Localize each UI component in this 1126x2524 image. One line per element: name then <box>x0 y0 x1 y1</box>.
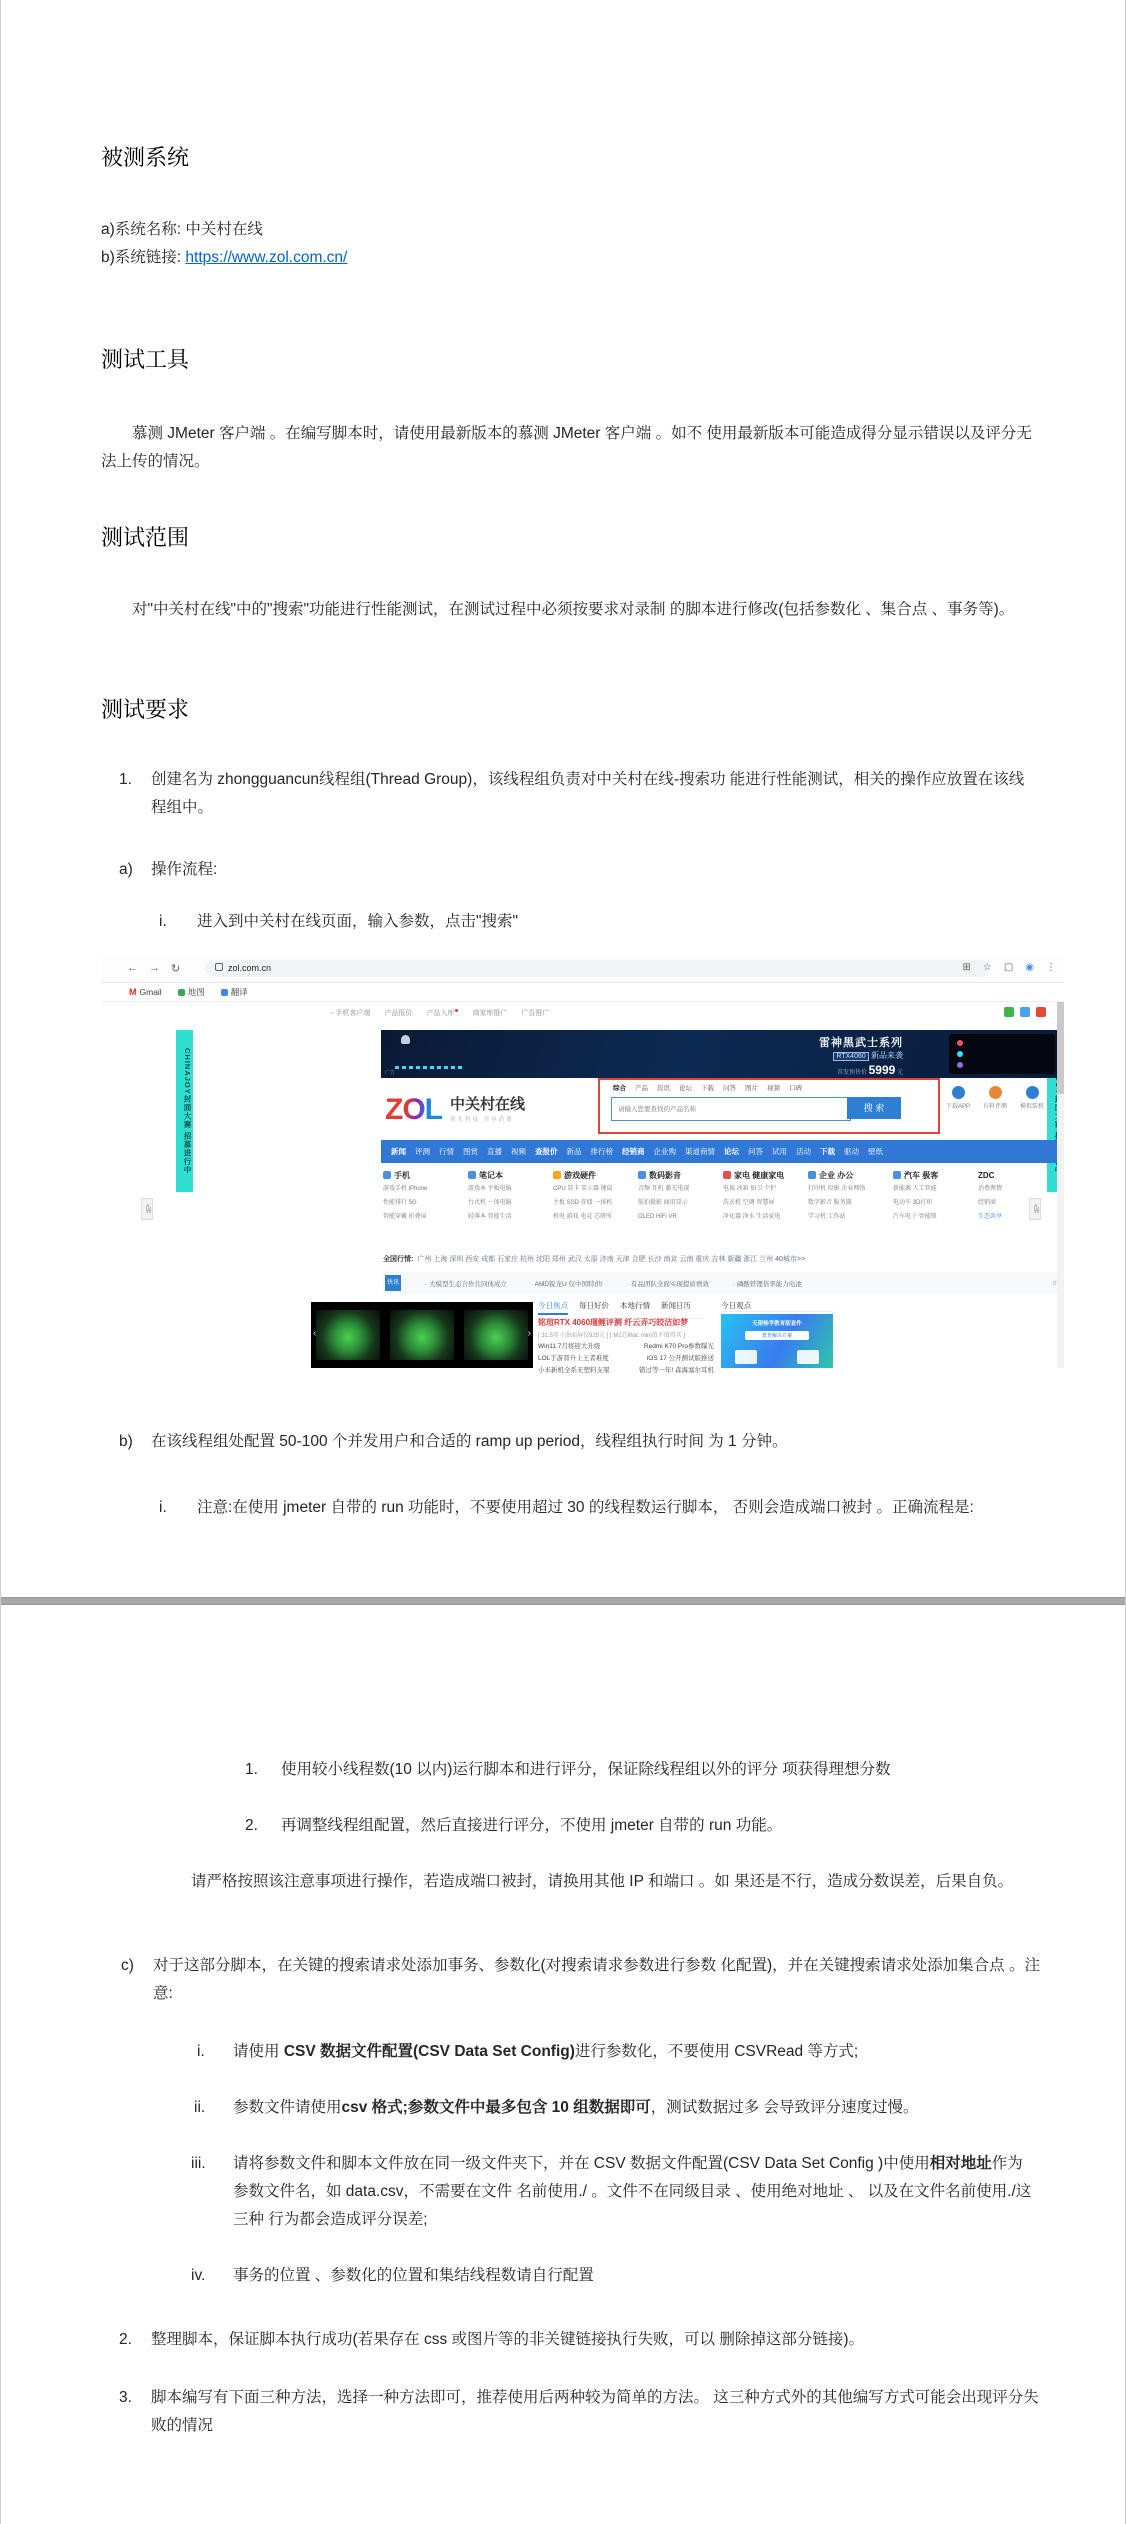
browser-viewport <box>101 1002 1064 1374</box>
requirement-2-text: 整理脚本，保证脚本执行成功(若果存在 css 或图片等的非关键链接执行失败，可以 删除掉这部分链接)。 <box>151 2331 864 2348</box>
category-icon <box>638 1171 646 1179</box>
header-side-links <box>946 1086 1044 1110</box>
search-button[interactable]: 搜 索 <box>847 1097 901 1119</box>
search-input[interactable] <box>611 1097 851 1121</box>
list-number: 3. <box>119 2389 132 2406</box>
site-topnav <box>331 1008 549 1018</box>
list-letter: b) <box>119 1433 133 1450</box>
nav-link[interactable]: 驱动 <box>844 1147 859 1156</box>
list-number: 2. <box>119 2331 132 2348</box>
category-links[interactable]: 性能排行 5G <box>383 1200 417 1206</box>
heading-test-tool: 测试工具 <box>101 347 190 372</box>
scrollbar-thumb[interactable] <box>1057 1002 1064 1094</box>
news-link-row <box>538 1365 714 1377</box>
category-column <box>808 1168 893 1224</box>
nav-link[interactable]: 试用 <box>772 1147 787 1156</box>
city-row-label: 全国行情: <box>383 1256 414 1263</box>
promo-card <box>735 1350 757 1364</box>
download-app-icon <box>952 1086 965 1099</box>
nav-link[interactable]: 企业购 <box>653 1147 676 1156</box>
nav-link[interactable]: 评测 <box>415 1147 430 1156</box>
category-links[interactable]: 智能穿戴 折叠屏 <box>383 1214 427 1220</box>
nav-link[interactable]: 新闻 <box>391 1147 406 1156</box>
category-column <box>468 1168 553 1224</box>
category-icon <box>383 1171 391 1179</box>
expand-widget-right[interactable]: «展 <box>1029 1198 1041 1220</box>
star-icon[interactable]: ☆ <box>982 962 992 973</box>
category-column <box>383 1168 468 1224</box>
app-icon-green[interactable] <box>1004 1007 1014 1017</box>
category-links[interactable]: OLED HiFi VR <box>638 1214 677 1220</box>
nav-link[interactable]: 视频 <box>511 1147 526 1156</box>
category-links[interactable]: 数字影音 服务器 <box>808 1200 852 1206</box>
system-link-line <box>101 244 347 272</box>
banner-subtitle: RTX4060 新品来袭 <box>833 1050 903 1061</box>
banner-price: 首发预售价 5999 元 <box>836 1063 903 1077</box>
carousel-photo <box>316 1310 380 1360</box>
list-number: 2. <box>245 1817 258 1834</box>
ticker-item[interactable]: · 大模型生态合作共同体成立 <box>425 1279 507 1288</box>
category-title[interactable]: 手机 <box>383 1168 468 1182</box>
nav-link[interactable]: 问答 <box>748 1147 763 1156</box>
site-name: 中关村在线 <box>450 1096 526 1113</box>
list-roman: i. <box>159 1499 167 1516</box>
promo-card <box>797 1350 819 1364</box>
ticker-item[interactable]: · 磷酸铁锂倍率能力电池 <box>733 1279 802 1288</box>
opinion-promo-image[interactable] <box>721 1314 833 1368</box>
search-tab[interactable]: 综合 <box>613 1085 626 1092</box>
bookmark-gmail[interactable]: M Gmail <box>129 987 162 997</box>
system-name-line: a)系统名称: 中关村在线 <box>101 221 263 238</box>
extension-icon[interactable]: ⊞ <box>962 962 971 973</box>
browser-toolbar <box>101 956 1064 983</box>
news-tab-deals[interactable]: 每日好价 <box>579 1301 609 1310</box>
category-links[interactable]: 主板 SSD 存储 一体机 <box>553 1200 613 1206</box>
nav-link[interactable]: 渠道商情 <box>685 1147 715 1156</box>
category-column <box>638 1168 723 1224</box>
category-column <box>978 1168 1063 1224</box>
requirement-1b-i-text: 注意:在使用 jmeter 自带的 run 功能时，不要使用超过 30 的线程数运行脚本， 否则会造成端口被封 。正确流程是: <box>197 1499 974 1516</box>
requirement-3-text: 脚本编写有下面三种方法，选择一种方法即可，推荐使用后两种较为简单的方法。 这三种方式外的其他编写方式可能会出现评分失败的情况 <box>151 2389 1039 2434</box>
heading-test-requirements: 测试要求 <box>101 697 190 722</box>
search-tab[interactable]: 图片 <box>745 1085 758 1092</box>
nav-link[interactable]: 活动 <box>796 1147 811 1156</box>
news-link[interactable]: iOS 17 公开测试版推送 <box>646 1355 714 1362</box>
category-title[interactable]: 数码影音 <box>638 1168 723 1182</box>
requirement-1c-i-text: 请使用 CSV 数据文件配置(CSV Data Set Config)进行参数化，不要使用 CSVRead 等方式; <box>233 2043 859 2060</box>
photo-carousel[interactable] <box>311 1302 533 1368</box>
nav-link[interactable]: 查报价 <box>535 1147 558 1156</box>
category-links[interactable]: 打印机 投影 企业网络 <box>808 1186 866 1192</box>
category-title[interactable]: 家电 健康家电 <box>723 1168 808 1182</box>
news-link-row <box>538 1341 714 1353</box>
category-grid <box>383 1168 1063 1224</box>
category-icon <box>468 1171 476 1179</box>
topnav-link[interactable]: ▫ 手机客户端 <box>331 1008 370 1018</box>
nav-link[interactable]: 壁纸 <box>868 1147 883 1156</box>
list-number: 1. <box>119 771 132 788</box>
test-tool-paragraph: 慕测 JMeter 客户端 。在编写脚本时，请使用最新版本的慕测 JMeter 客户端 。如不 使用最新版本可能造成得分显示错误以及评分无法上传的情况。 <box>101 425 1032 470</box>
requirement-1b-text: 在该线程组处配置 50-100 个并发用户和合适的 ramp up period，线程组执行时间 为 1 分钟。 <box>151 1433 788 1450</box>
nav-link[interactable]: 下载 <box>820 1147 835 1156</box>
ticker-badge: 快讯 <box>385 1275 401 1291</box>
note-step-2-text: 再调整线程组配置，然后直接进行评分，不使用 jmeter 自带的 run 功能。 <box>281 1817 783 1834</box>
nav-link[interactable]: 新品 <box>566 1147 582 1156</box>
category-icon <box>723 1171 731 1179</box>
banner-title: 雷神黑武士系列 <box>819 1037 903 1049</box>
carousel-photo <box>390 1310 454 1360</box>
search-tab[interactable]: 视频 <box>767 1085 780 1092</box>
carousel-prev-icon[interactable]: ‹ <box>313 1328 317 1339</box>
category-links[interactable]: 新能源 人工智能 <box>893 1186 937 1192</box>
nav-link[interactable]: 图赏 <box>463 1147 478 1156</box>
note-step-1-text: 使用较小线程数(10 以内)运行脚本和进行评分，保证除线程组以外的评分 项获得理想分数 <box>281 1761 891 1778</box>
list-roman: iv. <box>191 2267 206 2284</box>
promo-line1: 无限畅学教育版套件 <box>752 1321 802 1327</box>
review-link[interactable]: 有料评测 <box>983 1086 1007 1110</box>
list-roman: iii. <box>191 2155 206 2172</box>
download-app-link[interactable]: 下载APP <box>946 1086 970 1110</box>
bookmark-maps[interactable]: 地图 <box>178 986 205 998</box>
category-icon <box>808 1171 816 1179</box>
system-link[interactable]: https://www.zol.com.cn/ <box>185 249 348 266</box>
gmail-icon: M <box>129 987 137 997</box>
category-links[interactable]: 航拍摄影 商用显示 <box>638 1200 688 1206</box>
browser-actions <box>962 962 1056 973</box>
category-links[interactable]: 台式机 一体电脑 <box>468 1200 512 1206</box>
sidepanel-icon[interactable]: ▢ <box>1003 962 1014 973</box>
pc-builder-icon <box>1026 1086 1039 1099</box>
requirement-1c-ii-text: 参数文件请使用csv 格式;参数文件中最多包含 10 组数据即可，测试数据过多 会导致评分速度过慢。 <box>233 2099 919 2116</box>
category-links[interactable]: 电视 冰箱 厨卫 个护 <box>723 1186 777 1192</box>
topnav-link[interactable]: 产品入库 <box>426 1008 458 1018</box>
news-link-row <box>538 1353 714 1365</box>
category-links[interactable]: 洗衣机 空调 智慧屏 <box>723 1200 775 1206</box>
page-break <box>1 1597 1125 1605</box>
side-banner-left[interactable]: CHINAJOY封面大赛 招募进行中 <box>176 1030 193 1192</box>
news-tab-calendar[interactable]: 新闻日历 <box>661 1301 691 1310</box>
test-scope-paragraph: 对"中关村在线"中的"搜索"功能进行性能测试，在测试过程中必须按要求对录制 的脚本进行修改(包括参数化 、集合点 、事务等)。 <box>132 601 1015 618</box>
topnav-link[interactable]: 产品报价 <box>384 1010 413 1017</box>
requirement-1-text: 创建名为 zhongguancun线程组(Thread Group)，该线程组负责对中关村在线-搜索功 能进行性能测试，相关的操作应放置在该线程组中。 <box>151 771 1025 816</box>
decor-dashes <box>395 1066 465 1069</box>
category-title[interactable]: 游戏硬件 <box>553 1168 638 1182</box>
category-links[interactable]: 机电 游戏 电竞 芯研所 <box>553 1214 613 1220</box>
nav-link[interactable]: 论坛 <box>724 1147 739 1156</box>
forward-icon[interactable]: → <box>149 962 160 974</box>
category-links[interactable]: 游戏本 平板电脑 <box>468 1186 512 1192</box>
category-links[interactable]: 轻薄本 智能生活 <box>468 1214 512 1220</box>
pc-builder-link[interactable]: 模拟装机 <box>1020 1086 1044 1110</box>
list-roman: ii. <box>194 2099 206 2116</box>
category-links[interactable]: 游戏手机 iPhone <box>383 1186 428 1192</box>
category-links[interactable]: 汽车电子 智能锁 <box>893 1214 937 1220</box>
topnav-link[interactable]: 商家库推广 <box>472 1010 508 1017</box>
nav-link[interactable]: 直播 <box>487 1147 502 1156</box>
ticker-item[interactable]: · 有品团队全面实现提质增效 <box>627 1279 709 1288</box>
list-letter: c) <box>121 1957 134 1974</box>
lock-icon <box>215 963 223 971</box>
search-tab[interactable]: 问答 <box>723 1085 736 1092</box>
opinion-tab[interactable]: 今日观点 <box>721 1300 751 1316</box>
news-link[interactable]: 错过等一年! 森海塞尔耳机 <box>638 1367 714 1374</box>
heading-test-scope: 测试范围 <box>101 525 190 550</box>
nav-link[interactable]: 经销商 <box>622 1147 645 1156</box>
news-link[interactable]: 小米新机全系无塑料支架 <box>538 1367 610 1374</box>
category-column <box>723 1168 808 1224</box>
news-tab-local[interactable]: 本地行情 <box>620 1301 650 1310</box>
gpu-chip: RTX4060 <box>833 1052 868 1061</box>
heading-system-under-test: 被测系统 <box>101 145 190 170</box>
city-list[interactable]: 广州 上海 深圳 西安 成都 石家庄 杭州 沈阳 郑州 武汉 太原 济南 天津 合肥 长沙 南京 云南 重庆 吉林 新疆 浙江 兰州 40城市>> <box>417 1256 806 1263</box>
news-headline[interactable]: 铭瑄RTX 4060瑾鲤评测 纤云弄巧皎洁如梦 <box>538 1318 689 1327</box>
app-icon-blue[interactable] <box>1020 1007 1030 1017</box>
topnav-link[interactable]: 广告推广 <box>521 1010 550 1017</box>
category-title[interactable]: 汽车 极客 <box>893 1168 978 1182</box>
news-link[interactable]: Redmi K70 Pro参数曝光 <box>643 1343 714 1350</box>
app-icon-red[interactable] <box>1036 1007 1046 1017</box>
page-scrollbar[interactable] <box>1057 1002 1064 1368</box>
nav-link[interactable]: 行情 <box>439 1147 454 1156</box>
category-links[interactable]: 音频 耳机 激光电视 <box>638 1186 690 1192</box>
ad-label: 广告 <box>385 1070 396 1076</box>
list-roman: i. <box>159 913 167 930</box>
category-column <box>893 1168 978 1224</box>
main-nav-bar <box>381 1140 1063 1163</box>
warning-paragraph: 请严格按照该注意事项进行操作，若造成端口被封，请换用其他 IP 和端口 。如 果还是不行，造成分数误差，后果自负。 <box>191 1873 1014 1890</box>
category-column <box>553 1168 638 1224</box>
nav-link[interactable]: 排行榜 <box>590 1147 613 1156</box>
city-price-row <box>383 1254 805 1264</box>
search-tab[interactable]: 下载 <box>701 1085 714 1092</box>
maps-icon <box>178 989 185 996</box>
search-tab[interactable]: 论坛 <box>679 1085 692 1092</box>
pc-case-image <box>949 1034 1055 1074</box>
review-icon <box>989 1086 1002 1099</box>
url-text: zol.com.cn <box>228 963 272 973</box>
zol-logo-text: ZOL <box>385 1093 442 1126</box>
back-icon[interactable]: ← <box>127 962 138 974</box>
news-ticker <box>383 1272 1063 1294</box>
category-links[interactable]: 生态共享 <box>978 1214 1003 1220</box>
category-links[interactable]: 经销商 <box>978 1200 997 1206</box>
opinion-divider <box>721 1311 833 1312</box>
zol-logo[interactable] <box>385 1095 525 1125</box>
category-links[interactable]: 电动车 3D打印 <box>893 1200 933 1206</box>
promo-line2: 教育解决方案 <box>745 1331 809 1340</box>
category-icon <box>553 1171 561 1179</box>
list-number: 1. <box>245 1761 258 1778</box>
requirement-1c-iii-text: 请将参数文件和脚本文件放在同一级文件夹下，并在 CSV 数据文件配置(CSV Data Set Config )中使用相对地址作为参数文件名，如 data.csv，不需要在文件 名前使用./ 。文件不在同级目录 、使用绝对地址 、 以及在文件名前使用./这三种 行为都会造成评分误差; <box>233 2155 1032 2228</box>
news-link[interactable]: LOL手游晋升上王者难度 <box>538 1355 609 1362</box>
reload-icon[interactable]: ↻ <box>171 963 181 975</box>
bookmarks-bar <box>101 983 1064 1002</box>
expand-widget-left[interactable]: «展 <box>141 1198 153 1220</box>
category-title[interactable]: ZDC <box>978 1170 995 1180</box>
ticker-arrows-icon[interactable]: ⇵ <box>1051 1280 1057 1287</box>
embedded-screenshot <box>101 956 1064 1374</box>
category-title[interactable]: 笔记本 <box>468 1168 553 1182</box>
requirement-1c-text: 对于这部分脚本，在关键的搜索请求处添加事务、参数化(对搜索请求参数进行参数 化配置)，并在关键搜索请求处添加集合点 。注意: <box>153 1957 1040 2002</box>
site-slogan: 领先科技 引导消费 <box>450 1117 514 1123</box>
ticker-item[interactable]: · AMD锐龙U 仅中国特供! <box>531 1279 603 1288</box>
category-links[interactable]: 消费舆情 <box>978 1186 1003 1192</box>
requirement-1a-text: 操作流程: <box>151 861 218 878</box>
search-tab[interactable]: 产品 <box>635 1085 648 1092</box>
category-title[interactable]: 企业 办公 <box>808 1168 893 1182</box>
news-tab-focus[interactable]: 今日焦点 <box>538 1300 568 1315</box>
news-links <box>538 1341 714 1377</box>
requirement-1c-iv-text: 事务的位置 、参数化的位置和集结线程数请自行配置 <box>233 2267 594 2284</box>
category-links[interactable]: 净化器 净水 生活家电 <box>723 1214 781 1220</box>
category-icon <box>893 1171 901 1179</box>
bookmark-translate[interactable]: 翻译 <box>221 986 248 998</box>
news-subheadline[interactable]: [ 31.5英寸曲面屏仅929元 ] [ M2芯Mac mini值不值得买 ] <box>538 1333 686 1339</box>
category-links[interactable]: 学习机 工作站 <box>808 1214 846 1220</box>
carousel-next-icon[interactable]: › <box>527 1328 531 1339</box>
translate-icon <box>221 989 228 996</box>
system-link-label: b)系统链接: <box>101 249 186 266</box>
search-tab[interactable]: 资讯 <box>657 1085 670 1092</box>
brand-logo-icon <box>401 1035 410 1044</box>
search-tabs <box>613 1083 802 1092</box>
hero-ad-banner[interactable] <box>381 1030 1063 1078</box>
search-tab[interactable]: 口碑 <box>789 1085 802 1092</box>
requirement-1a-i-text: 进入到中关村在线页面，输入参数，点击"搜索" <box>197 913 519 930</box>
carousel-photo <box>464 1310 528 1360</box>
profile-icon[interactable]: ◉ <box>1025 962 1034 973</box>
category-links[interactable]: CPU 显卡 显示器 键鼠 <box>553 1186 613 1192</box>
menu-icon[interactable]: ⋮ <box>1046 962 1056 973</box>
address-bar[interactable] <box>205 960 989 977</box>
list-roman: i. <box>197 2043 205 2060</box>
list-letter: a) <box>119 861 133 878</box>
news-link[interactable]: Win11 7月将迎大升级 <box>538 1343 601 1350</box>
